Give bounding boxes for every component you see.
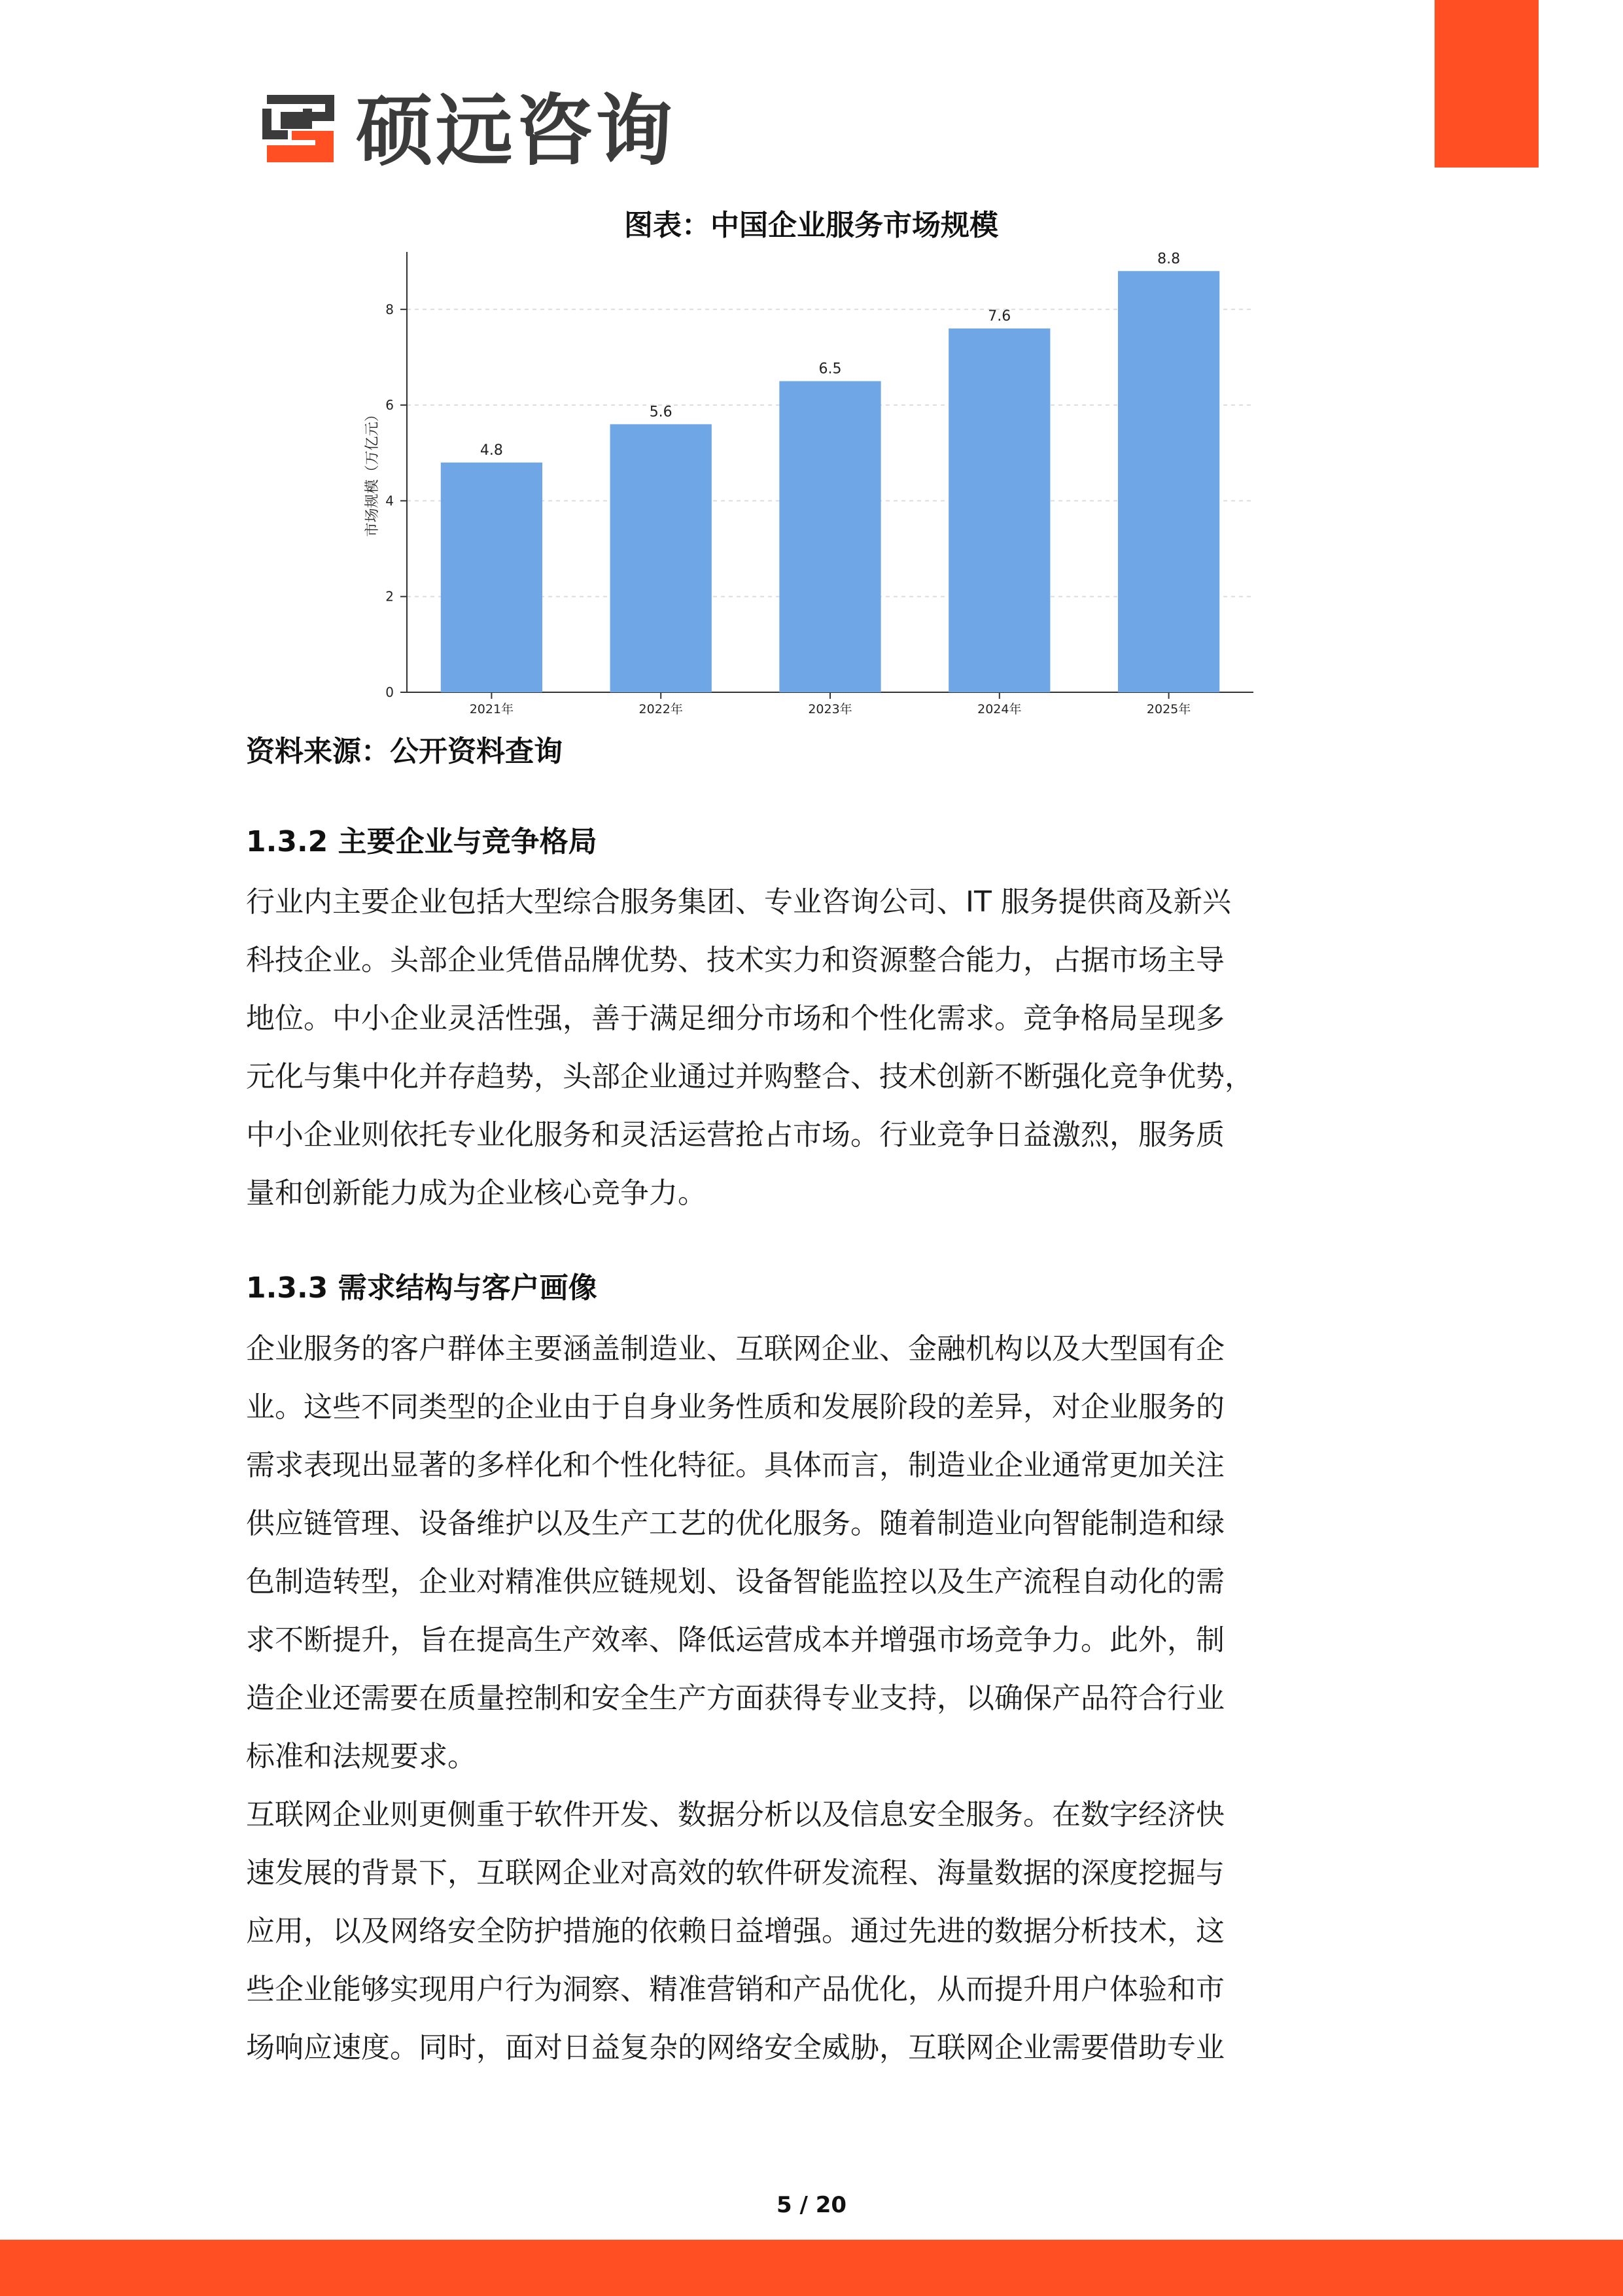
footer-accent-bar — [0, 2240, 1623, 2296]
source-note: 资料来源：公开资料查询 — [246, 735, 563, 768]
text-line: 求不断提升，旨在提高生产效率、降低运营成本并增强市场竞争力。此外，制 — [246, 1623, 1225, 1657]
bar-value-label: 6.5 — [818, 361, 842, 378]
x-tick-label: 2021年 — [469, 702, 514, 716]
y-tick-label: 6 — [385, 397, 394, 414]
y-axis-label: 市场规模（万亿元） — [364, 407, 381, 537]
bar-2025年 — [1118, 271, 1219, 692]
brand-name: 硕远咨询 — [356, 86, 676, 176]
y-tick-label: 4 — [385, 493, 394, 509]
text-line: 场响应速度。同时，面对日益复杂的网络安全威胁，互联网企业需要借助专业 — [246, 2031, 1225, 2064]
x-tick-label: 2025年 — [1146, 702, 1191, 716]
bar-2021年 — [441, 463, 542, 692]
chart-title: 图表：中国企业服务市场规模 — [624, 209, 998, 242]
y-tick-label: 0 — [385, 684, 394, 700]
bar-2024年 — [949, 328, 1050, 692]
paragraph-internet-enterprises — [246, 1786, 1371, 2077]
paragraph-demand-structure — [246, 1320, 1371, 1786]
text-line: 元化与集中化并存趋势，头部企业通过并购整合、技术创新不断强化竞争优势， — [246, 1060, 1253, 1093]
text-line: 科技企业。头部企业凭借品牌优势、技术实力和资源整合能力，占据市场主导 — [246, 944, 1225, 977]
page-number: 5 / 20 — [776, 2192, 847, 2218]
x-tick-label: 2023年 — [808, 702, 852, 716]
x-tick-label: 2024年 — [977, 702, 1022, 716]
s-square-logo-icon — [262, 94, 339, 168]
text-line: 地位。中小企业灵活性强，善于满足细分市场和个性化需求。竞争格局呈现多 — [246, 1002, 1225, 1035]
market-size-bar-chart — [353, 245, 1269, 716]
bar-value-label: 8.8 — [1157, 251, 1181, 268]
text-line: 需求表现出显著的多样化和个性化特征。具体而言，制造业企业通常更加关注 — [246, 1449, 1225, 1482]
section-heading-demand: 1.3.3 需求结构与客户画像 — [246, 1271, 597, 1305]
y-tick-label: 8 — [385, 301, 394, 317]
text-line: 业。这些不同类型的企业由于自身业务性质和发展阶段的差异，对企业服务的 — [246, 1390, 1225, 1424]
text-line: 互联网企业则更侧重于软件开发、数据分析以及信息安全服务。在数字经济快 — [246, 1798, 1225, 1831]
text-line: 应用，以及网络安全防护措施的依赖日益增强。通过先进的数据分析技术，这 — [246, 1915, 1225, 1948]
text-line: 标准和法规要求。 — [246, 1740, 476, 1773]
chart-bars — [441, 271, 1219, 692]
text-line: 企业服务的客户群体主要涵盖制造业、互联网企业、金融机构以及大型国有企 — [246, 1332, 1225, 1366]
bar-value-label: 7.6 — [988, 308, 1011, 325]
text-line: 些企业能够实现用户行为洞察、精准营销和产品优化，从而提升用户体验和市 — [246, 1973, 1225, 2006]
corner-accent-tab — [1435, 0, 1539, 168]
text-line: 行业内主要企业包括大型综合服务集团、专业咨询公司、IT 服务提供商及新兴 — [246, 885, 1231, 919]
text-line: 量和创新能力成为企业核心竞争力。 — [246, 1176, 707, 1210]
text-line: 色制造转型，企业对精准供应链规划、设备智能监控以及生产流程自动化的需 — [246, 1565, 1225, 1598]
text-line: 供应链管理、设备维护以及生产工艺的优化服务。随着制造业向智能制造和绿 — [246, 1507, 1225, 1540]
bar-2023年 — [779, 381, 881, 692]
x-tick-label: 2022年 — [638, 702, 683, 716]
section-heading-competition: 1.3.2 主要企业与竞争格局 — [246, 825, 597, 858]
text-line: 造企业还需要在质量控制和安全生产方面获得专业支持，以确保产品符合行业 — [246, 1682, 1225, 1715]
bar-value-label: 5.6 — [649, 404, 672, 421]
paragraph-competition — [246, 873, 1371, 1222]
bar-2022年 — [610, 424, 712, 692]
brand-logo — [262, 86, 676, 176]
text-line: 中小企业则依托专业化服务和灵活运营抢占市场。行业竞争日益激烈，服务质 — [246, 1118, 1225, 1152]
text-line: 速发展的背景下，互联网企业对高效的软件研发流程、海量数据的深度挖掘与 — [246, 1856, 1225, 1890]
bar-value-label: 4.8 — [480, 442, 503, 459]
y-tick-label: 2 — [385, 588, 394, 605]
